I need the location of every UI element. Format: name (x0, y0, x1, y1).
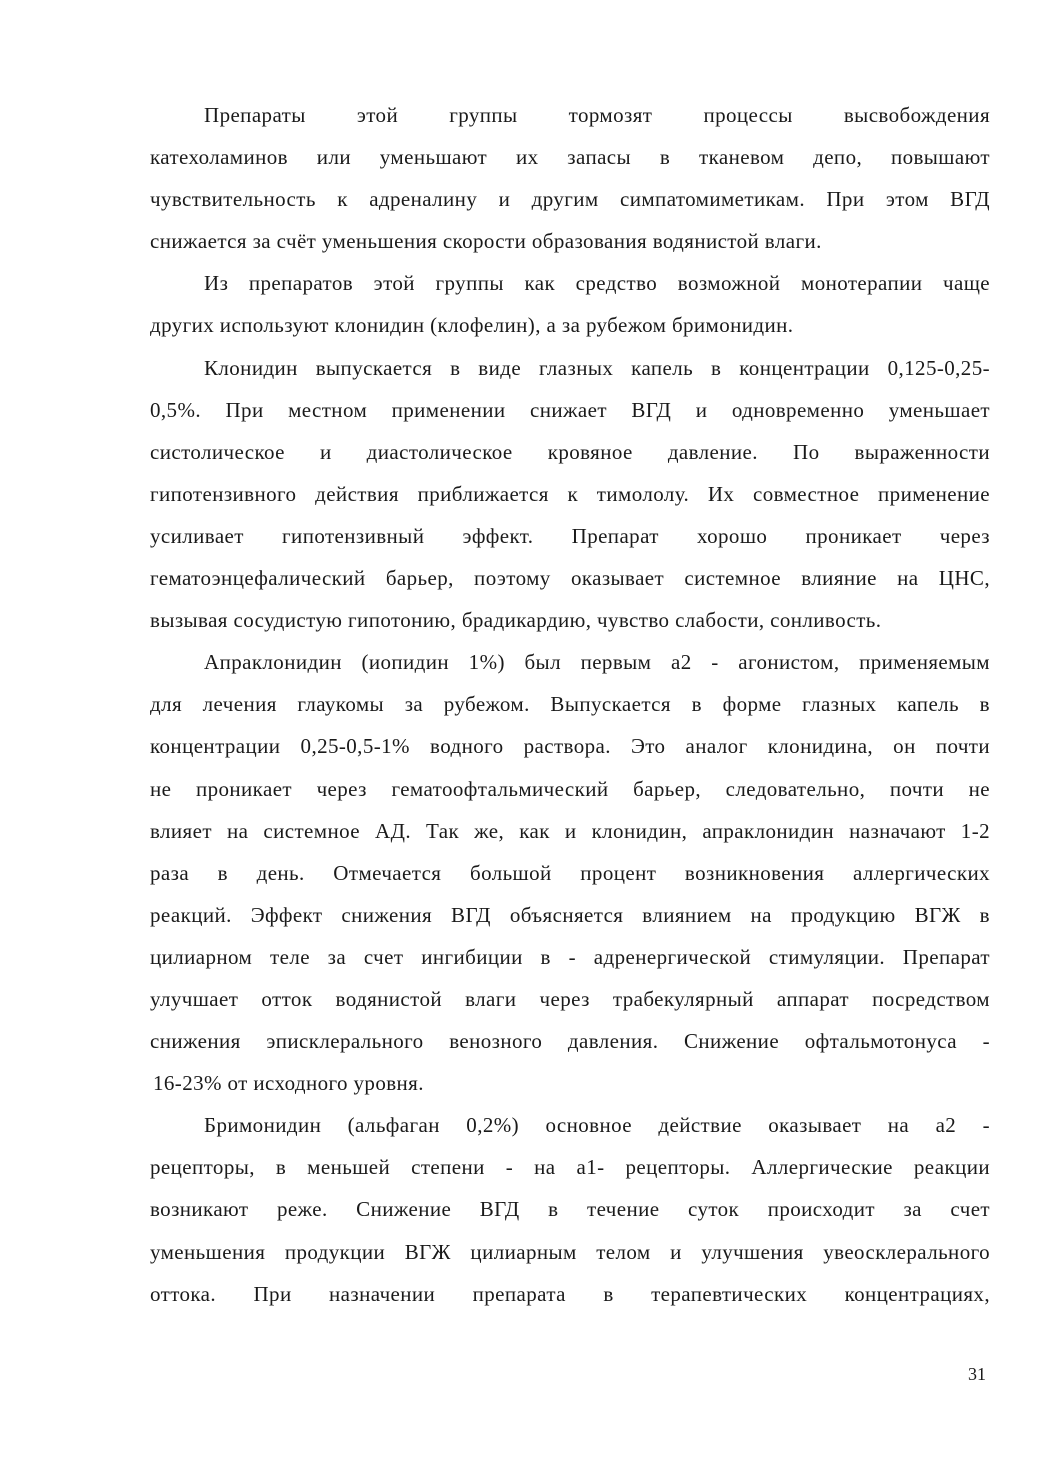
text-line: Из препаратов этой группы как средство возможной монотерапии чаще (204, 271, 990, 296)
text-line: снижения эписклерального венозного давления. Снижение офтальмотонуса - (150, 1029, 990, 1054)
text-line: усиливает гипотензивный эффект. Препарат хорошо проникает через (150, 523, 990, 548)
text-line: реакций. Эффект снижения ВГД объясняется влиянием на продукцию ВГЖ в (150, 902, 990, 927)
text-line: оттока. При назначении препарата в терапевтических концентрациях, (150, 1281, 990, 1306)
text-line: уменьшения продукции ВГЖ цилиарным телом и улучшения увеосклерального (150, 1239, 990, 1264)
text-line: вызывая сосудистую гипотонию, брадикардию, чувство слабости, сонливость. (150, 608, 882, 633)
text-line: гипотензивного действия приближается к тимололу. Их совместное применение (150, 481, 990, 506)
text-line: Апраклонидин (иопидин 1%) был первым а2 - агонистом, применяемым (204, 650, 990, 675)
text-line: чувствительность к адреналину и другим симпатомиметикам. При этом ВГД (150, 187, 990, 212)
text-line: цилиарном теле за счет ингибиции в - адренергической стимуляции. Препарат (150, 944, 990, 969)
text-line: улучшает отток водянистой влаги через трабекулярный аппарат посредством (150, 986, 990, 1011)
text-line: систолическое и диастолическое кровяное давление. По выраженности (150, 439, 990, 464)
text-line: не проникает через гематоофтальмический барьер, следовательно, почти не (150, 776, 990, 801)
text-line: других используют клонидин (клофелин), а за рубежом бримонидин. (150, 313, 794, 338)
text-line: рецепторы, в меньшей степени - на а1- рецепторы. Аллергические реакции (150, 1155, 990, 1180)
text-line: концентрации 0,25-0,5-1% водного раствора. Это аналог клонидина, он почти (150, 734, 990, 759)
text-line: для лечения глаукомы за рубежом. Выпускается в форме глазных капель в (150, 692, 990, 717)
text-line: 0,5%. При местном применении снижает ВГД и одновременно уменьшает (150, 397, 990, 422)
text-line: катехоламинов или уменьшают их запасы в тканевом депо, повышают (150, 145, 990, 170)
text-line: Препараты этой группы тормозят процессы высвобождения (204, 103, 990, 127)
text-line: Бримонидин (альфаган 0,2%) основное действие оказывает на а2 - (204, 1113, 990, 1138)
page-number: 31 (968, 1364, 986, 1384)
text-line: 16-23% от исходного уровня. (153, 1071, 424, 1096)
text-line: возникают реже. Снижение ВГД в течение суток происходит за счет (150, 1197, 990, 1222)
text-line: снижается за счёт уменьшения скорости образования водянистой влаги. (150, 229, 822, 254)
text-line: Клонидин выпускается в виде глазных капель в концентрации 0,125-0,25- (204, 355, 990, 380)
text-line: раза в день. Отмечается большой процент возникновения аллергических (150, 860, 990, 885)
text-line: влияет на системное АД. Так же, как и клонидин, апраклонидин назначают 1-2 (150, 818, 990, 843)
text-line: гематоэнцефалический барьер, поэтому оказывает системное влияние на ЦНС, (150, 566, 990, 591)
body-text (150, 94, 990, 1315)
